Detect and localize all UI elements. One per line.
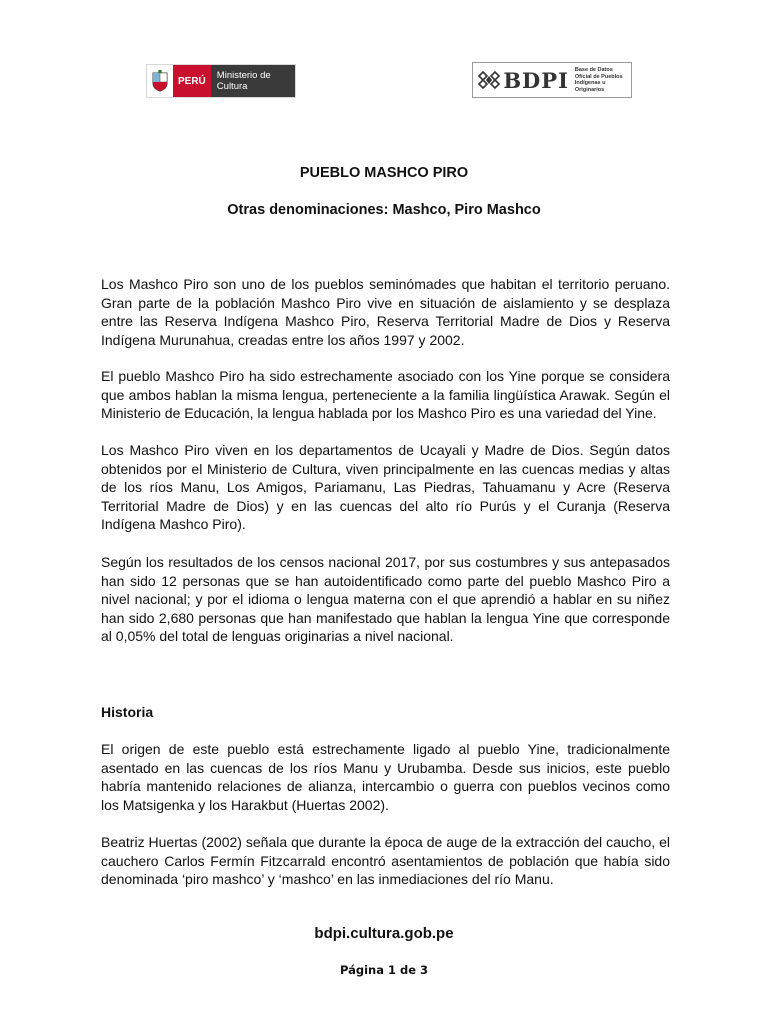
paragraph-language: El pueblo Mashco Piro ha sido estrechamente asociado con los Yine porque se considera que ambos hablan la misma lengua, perteneciente a la familia lingüística Arawak. Según el Ministerio de Educación, la lengua hablada por los Mashco Piro es una variedad del Yine. [101,368,670,421]
bdpi-wordmark: BDPI [503,67,569,93]
paragraph-history-huertas: Beatriz Huertas (2002) señala que durante la época de auge de la extracción del caucho, el cauchero Carlos Fermín Fitzcarrald encontró asentamientos de población que había sido denominada ‘piro mashco’ y ‘mashco’ en las inmediaciones del río Manu. [101,834,670,887]
document-title: PUEBLO MASHCO PIRO [299,165,469,181]
paragraph-history-origin: El origen de este pueblo está estrechamente ligado al pueblo Yine, tradicionalmente asentado en las cuencas de los ríos Manu y Urubamba. Desde sus inicios, este pueblo habría mantenido relaciones de alianza, intercambio o guerra con pueblos vecinos como los Matsigenka y los Harakbut (Huertas 2002). [101,741,670,813]
footer-website-url: bdpi.cultura.gob.pe [314,925,454,942]
ministry-label: Ministerio de Cultura [211,65,295,97]
paragraph-location: Los Mashco Piro viven en los departamentos de Ucayali y Madre de Dios. Según datos obtenidos por el Ministerio de Cultura, viven principalmente en las cuencas medias y altas de los ríos Manu, Los Amigos, Pariamanu, Las Piedras, Tahuamanu y Acre (Reserva Territorial Madre de Dios) y en las cuencas del alto río Purús y el Curanja (Reserva Indígena Mashco Piro). [101,442,670,532]
section-heading-historia: Historia [101,704,154,720]
ministerio-cultura-logo [146,64,296,98]
bdpi-description: Base de Datos Oficial de Pueblos Indígenas u Originarios [574,67,623,93]
paragraph-census: Según los resultados de los censos nacional 2017, por sus costumbres y sus antepasados han sido 12 personas que se han autoidentificado como parte del pueblo Mashco Piro a nivel nacional; y por el idioma o lengua materna con el que aprendió a hablar en su niñez han sido 2,680 personas que han manifestado que hablan la lengua Yine que corresponde al 0,05% del total de lenguas originarias a nivel nacional. [101,554,670,644]
document-subtitle: Otras denominaciones: Mashco, Piro Mashco [227,202,541,218]
peru-coat-of-arms-icon [147,65,173,97]
bdpi-emblem-icon [477,70,501,90]
peru-label: PERÚ [173,65,211,97]
bdpi-logo [472,62,632,98]
page-number: Página 1 de 3 [339,963,429,977]
paragraph-intro: Los Mashco Piro son uno de los pueblos seminómades que habitan el territorio peruano. Gran parte de la población Mashco Piro vive en situación de aislamiento y se desplaza entre las Reserva Indígena Mashco Piro, Reserva Territorial Madre de Dios y Reserva Indígena Murunahua, creadas entre los años 1997 y 2002. [101,276,670,348]
